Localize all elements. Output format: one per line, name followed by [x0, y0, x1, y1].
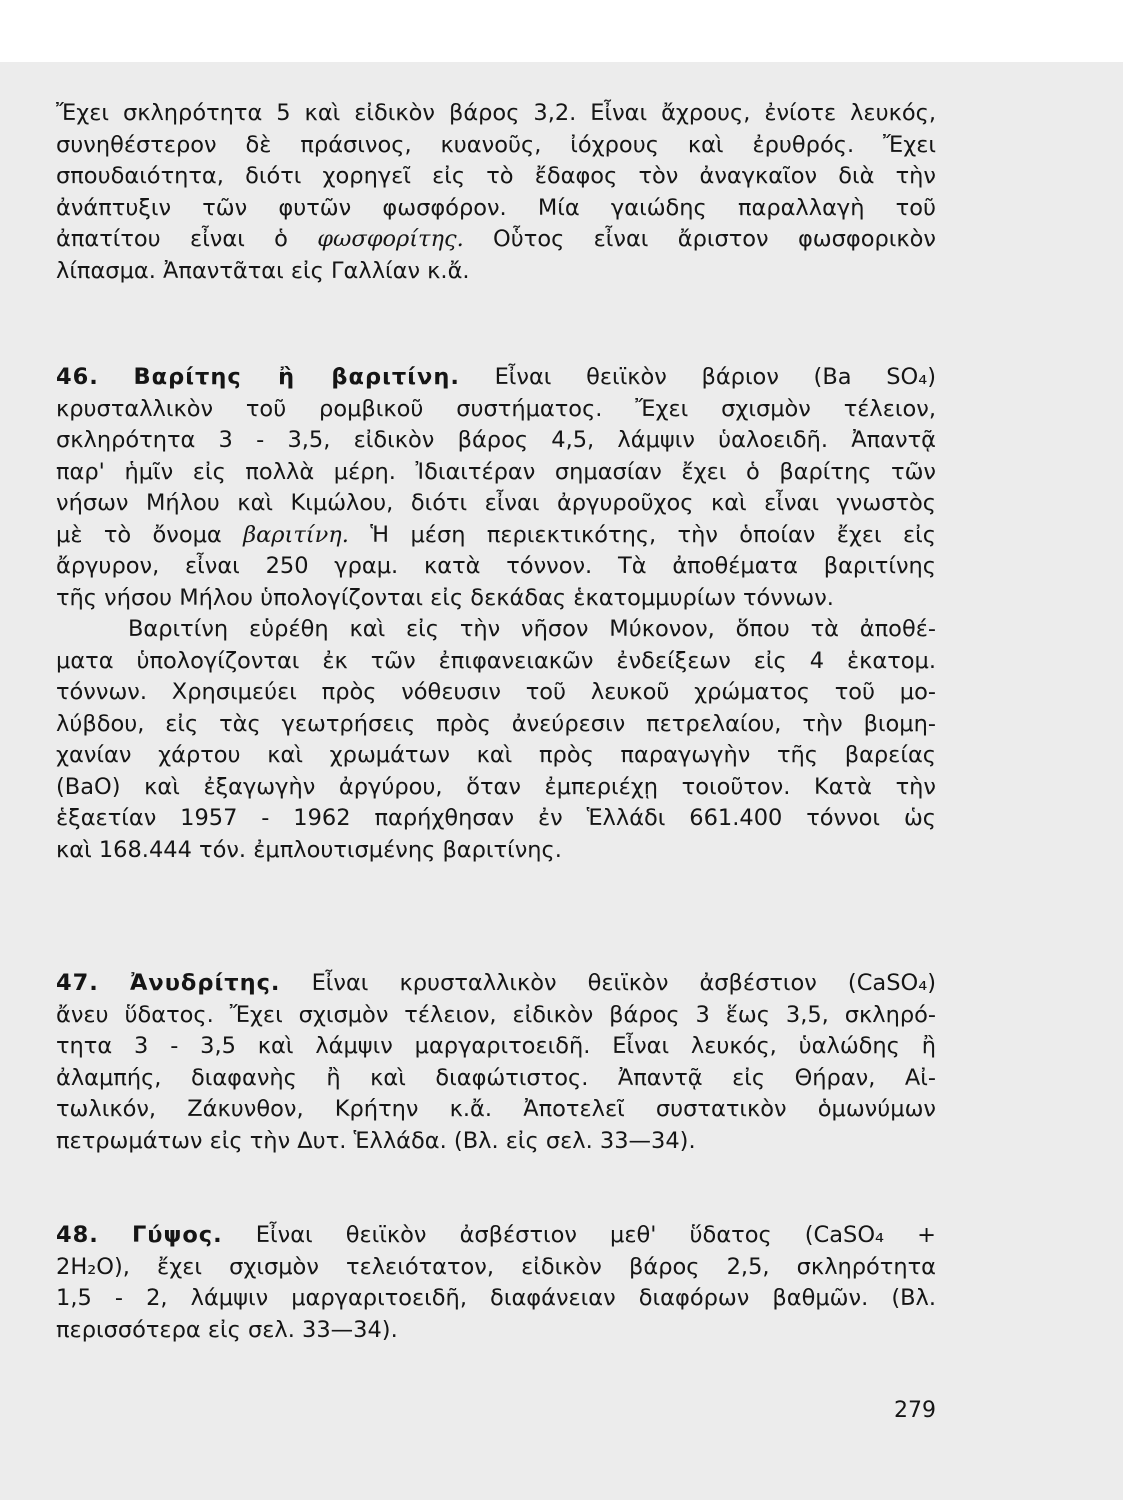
text-line: ἄνευ ὕδατος. Ἔχει σχισμὸν τέλειον, εἰδικὸν βάρος 3 ἕως 3,5, σκληρό- — [56, 1001, 936, 1028]
entry-title: Ἀνυδρίτης. — [129, 970, 281, 996]
text-line: λίπασμα. Ἀπαντᾶται εἰς Γαλλίαν κ.ἄ. — [56, 257, 470, 284]
text-line: τῆς νήσου Μήλου ὑπολογίζονται εἰς δεκάδας ἑκατομμυρίων τόννων. — [56, 584, 834, 611]
entry-title: Βαρίτης ἢ βαριτίνη. — [133, 364, 460, 390]
text-line: ἑξαετίαν 1957 - 1962 παρήχθησαν ἐν Ἑλλάδι 661.400 τόννοι ὡς — [56, 805, 936, 831]
entry-number: 46. — [56, 364, 99, 390]
text-line: μὲ τὸ ὄνομα βαριτίνη. Ἡ μέση περιεκτικότης, τὴν ὁποίαν ἔχει εἰς — [56, 521, 936, 548]
text-line: χανίαν χάρτου καὶ χρωμάτων καὶ πρὸς παραγωγὴν τῆς βαρείας — [56, 742, 936, 768]
italic-term: φωσφορίτης. — [317, 226, 464, 252]
text-line: ματα ὑπολογίζονται ἐκ τῶν ἐπιφανειακῶν ἐνδείξεων εἰς 4 ἑκατομ. — [56, 647, 936, 674]
text-line: Βαριτίνη εὑρέθη καὶ εἰς τὴν νῆσον Μύκονον, ὅπου τὰ ἀποθέ- — [128, 616, 936, 642]
text-line: 1,5 - 2, λάμψιν μαργαριτοειδῆ, διαφάνειαν διαφόρων βαθμῶν. (Βλ. — [56, 1285, 936, 1311]
text-line: ἀπατίτου εἶναι ὁ φωσφορίτης. Οὗτος εἶναι ἄριστον φωσφορικὸν — [56, 226, 936, 252]
text-line: νήσων Μήλου καὶ Κιμώλου, διότι εἶναι ἀργυροῦχος καὶ εἶναι γνωστὸς — [56, 490, 936, 516]
entry-heading-line: 46. Βαρίτης ἢ βαριτίνη. Εἶναι θειϊκὸν βάριον (Ba SO₄) — [56, 364, 937, 390]
text-line: παρ' ἡμῖν εἰς πολλὰ μέρη. Ἰδιαιτέραν σημασίαν ἔχει ὁ βαρίτης τῶν — [56, 458, 936, 485]
italic-term: βαριτίνη. — [243, 521, 349, 548]
text-line: σκληρότητα 3 - 3,5, εἰδικὸν βάρος 4,5, λάμψιν ὑαλοειδῆ. Ἀπαντᾷ — [56, 427, 936, 453]
entry-heading-line: 48. Γύψος. Εἶναι θειϊκὸν ἀσβέστιον μεθ' ὕδατος (CaSO₄ + — [56, 1222, 936, 1248]
text-line: Ἔχει σκληρότητα 5 καὶ εἰδικὸν βάρος 3,2. Εἶναι ἄχρους, ἐνίοτε λευκός, — [56, 100, 936, 126]
entry-number: 47. — [56, 970, 99, 996]
text-line: σπουδαιότητα, διότι χορηγεῖ εἰς τὸ ἔδαφος τὸν ἀναγκαῖον διὰ τὴν — [56, 163, 936, 189]
text-line: ἄργυρον, εἶναι 250 γραμ. κατὰ τόννον. Τὰ ἀποθέματα βαριτίνης — [56, 553, 936, 579]
text-line: συνηθέστερον δὲ πράσινος, κυανοῦς, ἰόχρους καὶ ἐρυθρός. Ἔχει — [56, 131, 936, 158]
text-line: περισσότερα εἰς σελ. 33—34). — [56, 1316, 398, 1343]
entry-47 — [56, 968, 936, 1157]
intro-paragraph — [56, 98, 936, 287]
entry-48 — [56, 1220, 936, 1346]
text-line: τωλικόν, Ζάκυνθον, Κρήτην κ.ἄ. Ἀποτελεῖ συστατικὸν ὁμωνύμων — [56, 1096, 936, 1122]
text-line: 2H₂O), ἔχει σχισμὸν τελειότατον, εἰδικὸν βάρος 2,5, σκληρότητα — [56, 1253, 936, 1280]
text-line: (BaO) καὶ ἐξαγωγὴν ἀργύρου, ὅταν ἐμπεριέχῃ τοιοῦτον. Κατὰ τὴν — [56, 773, 936, 800]
entry-heading-line: 47. Ἀνυδρίτης. Εἶναι κρυσταλλικὸν θειϊκὸν ἀσβέστιον (CaSO₄) — [56, 970, 936, 996]
text-line: καὶ 168.444 τόν. ἐμπλουτισμένης βαριτίνης. — [56, 836, 562, 863]
text-line: τόννων. Χρησιμεύει πρὸς νόθευσιν τοῦ λευκοῦ χρώματος τοῦ μο- — [56, 679, 936, 705]
entry-46 — [56, 362, 936, 866]
entry-number: 48. — [56, 1222, 99, 1248]
page-number: 279 — [894, 1398, 936, 1423]
entry-title: Γύψος. — [131, 1222, 223, 1248]
text-line: ἀνάπτυξιν τῶν φυτῶν φωσφόρον. Μία γαιώδης παραλλαγὴ τοῦ — [56, 194, 936, 221]
text-line: τητα 3 - 3,5 καὶ λάμψιν μαργαριτοειδῆ. Εἶναι λευκός, ὑαλώδης ἢ — [56, 1033, 936, 1059]
text-line: ἀλαμπής, διαφανὴς ἢ καὶ διαφώτιστος. Ἀπαντᾷ εἰς Θήραν, Αἰ- — [56, 1064, 936, 1091]
text-line: λύβδου, εἰς τὰς γεωτρήσεις πρὸς ἀνεύρεσιν πετρελαίου, τὴν βιομη- — [56, 710, 936, 737]
text-line: πετρωμάτων εἰς τὴν Δυτ. Ἑλλάδα. (Βλ. εἰς σελ. 33—34). — [56, 1127, 696, 1154]
text-line: κρυσταλλικὸν τοῦ ρομβικοῦ συστήματος. Ἔχει σχισμὸν τέλειον, — [56, 395, 936, 422]
